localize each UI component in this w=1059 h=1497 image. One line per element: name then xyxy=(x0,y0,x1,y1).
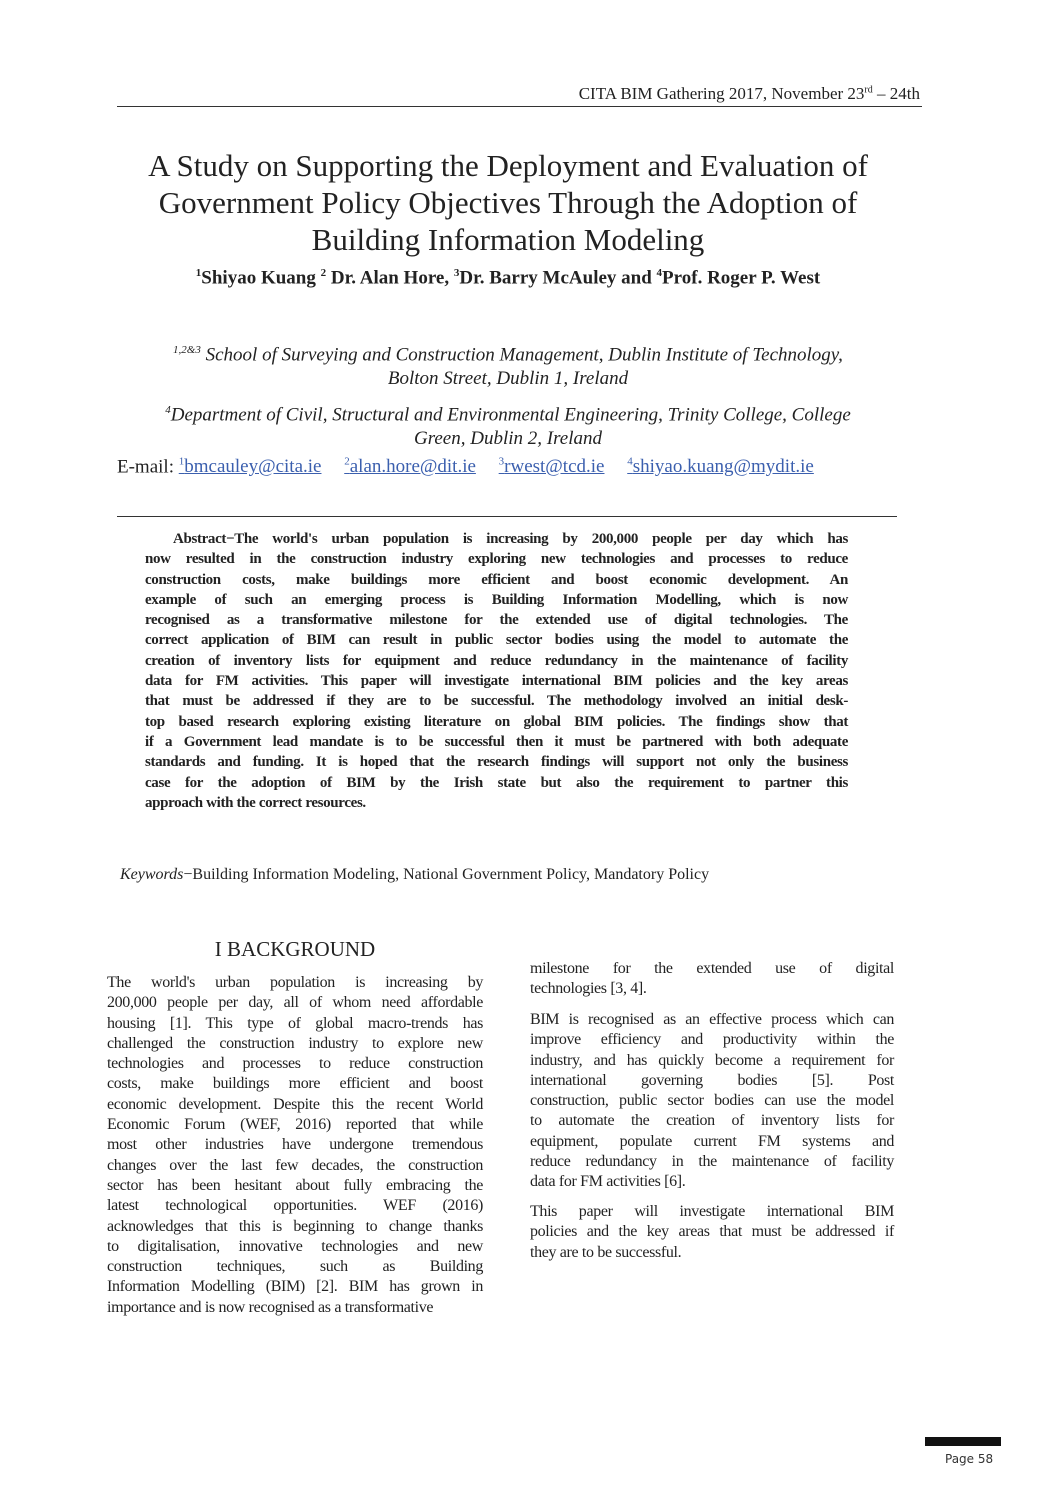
email-link[interactable] xyxy=(499,456,605,477)
affiliation-sup: 1,2&3 xyxy=(173,344,201,356)
text-line: correct application of BIM can result in public sector bodies using the model to automate the xyxy=(145,632,848,649)
text-line: reduce redundancy in the maintenance of facility xyxy=(530,1153,894,1171)
footer-bar xyxy=(925,1437,1001,1446)
author-sup: 1 xyxy=(195,267,202,279)
text-line: This paper will investigate international BIM xyxy=(530,1203,894,1220)
right-column-paragraph xyxy=(530,959,894,1000)
text-line: to automate the creation of inventory lists for xyxy=(530,1112,894,1130)
text-line: importance and is now recognised as a transformative xyxy=(107,1298,434,1316)
abstract-rule xyxy=(117,516,897,517)
text-line: recognised as a transformative milestone for the extended use of digital technologies. The xyxy=(145,612,848,629)
author-sup: 2 xyxy=(320,267,327,279)
author-list xyxy=(60,267,956,289)
affiliation-sup: 4 xyxy=(165,404,171,416)
email-line xyxy=(117,456,832,478)
text-line: economic development. Despite this the recent World xyxy=(107,1095,483,1113)
keywords-text: −Building Information Modeling, National Government Policy, Mandatory Policy xyxy=(183,866,710,883)
affiliation-2 xyxy=(60,398,956,451)
email-link[interactable] xyxy=(179,456,322,477)
affiliation-line: Green, Dublin 2, Ireland xyxy=(413,428,603,450)
title-line: A Study on Supporting the Deployment and Evaluation of xyxy=(148,148,868,183)
text-line: now resulted in the construction industry exploring new technologies and processes to reduce xyxy=(145,551,848,568)
header-sup: rd xyxy=(864,84,873,96)
running-header xyxy=(579,84,920,104)
email-link[interactable] xyxy=(344,456,476,477)
right-column-paragraph xyxy=(530,1010,894,1193)
left-column xyxy=(107,973,483,1318)
affiliation-1 xyxy=(60,338,956,391)
text-line: if a Government lead mandate is to be successful then it must be partnered with both adequate xyxy=(145,733,848,750)
text-line: challenged the construction industry to explore new xyxy=(107,1034,483,1052)
author-name: Dr. Alan Hore, xyxy=(326,267,454,289)
email-sup: 2 xyxy=(344,456,350,468)
email-label: E-mail: xyxy=(117,456,179,478)
text-line: equipment, populate current FM systems and xyxy=(530,1132,894,1150)
text-line: most other industries have undergone tremendous xyxy=(107,1136,483,1154)
text-line: to digitalisation, innovative technologies and new xyxy=(107,1237,483,1255)
email-text: shiyao.kuang@mydit.ie xyxy=(632,456,814,478)
text-line: data for FM activities [6]. xyxy=(530,1173,686,1191)
text-line: sector has been hesitant about fully embracing the xyxy=(107,1176,483,1194)
author-sup: 4 xyxy=(656,267,663,279)
text-line: technologies and processes to reduce construction xyxy=(107,1055,483,1073)
text-line: industry, and has quickly become a requirement for xyxy=(530,1051,894,1069)
text-line: BIM is recognised as an effective process which can xyxy=(530,1011,894,1028)
text-line: 200,000 people per day, all of whom need affordable xyxy=(107,994,483,1012)
text-line: policies and the key areas that must be addressed if xyxy=(530,1223,894,1241)
text-line: example of such an emerging process is Building Information Modelling, which is now xyxy=(145,591,848,608)
affiliation-line: Department of Civil, Structural and Environmental Engineering, Trinity College, College xyxy=(170,404,851,426)
affiliation-line: School of Surveying and Construction Management, Dublin Institute of Technology, xyxy=(200,344,843,366)
text-line: international governing bodies [5]. Post xyxy=(530,1071,894,1089)
author-name: Dr. Barry McAuley and xyxy=(459,267,657,289)
text-line: that must be addressed if they are to be successful. The methodology involved an initial desk- xyxy=(145,693,848,710)
page-number: Page 58 xyxy=(945,1452,994,1466)
section-heading: I BACKGROUND xyxy=(214,937,376,961)
text-line: case for the adoption of BIM by the Irish state but also the requirement to partner this xyxy=(145,774,848,791)
author-name: Prof. Roger P. West xyxy=(662,267,821,289)
text-line: data for FM activities. This paper will investigate international BIM policies and the key areas xyxy=(145,673,848,690)
text-line: standards and funding. It is hoped that the research findings will support not only the business xyxy=(145,754,848,771)
text-line: Abstract−The world's urban population is increasing by 200,000 people per day which has xyxy=(173,531,848,547)
email-text: bmcauley@cita.ie xyxy=(184,456,322,478)
text-line: housing [1]. This type of global macro-trends has xyxy=(107,1014,483,1032)
text-line: The world's urban population is increasing by xyxy=(107,974,483,991)
title-line: Government Policy Objectives Through the Adoption of xyxy=(158,185,858,220)
text-line: construction, public sector bodies can use the model xyxy=(530,1092,894,1110)
text-line: construction costs, make buildings more efficient and boost economic development. An xyxy=(145,571,848,588)
text-line: technologies [3, 4]. xyxy=(530,980,647,998)
title-line: Building Information Modeling xyxy=(311,222,705,257)
text-line: milestone for the extended use of digital xyxy=(530,960,894,977)
paper-title xyxy=(60,147,956,258)
affiliation-line: Bolton Street, Dublin 1, Ireland xyxy=(387,368,629,390)
text-line: latest technological opportunities. WEF (2016) xyxy=(107,1197,483,1215)
abstract xyxy=(145,529,848,813)
email-link[interactable] xyxy=(627,456,814,477)
email-sup: 4 xyxy=(627,456,633,468)
header-rule xyxy=(117,106,922,107)
text-line: Information Modelling (BIM) [2]. BIM has grown in xyxy=(107,1278,483,1296)
header-text: CITA BIM Gathering 2017, November 23 xyxy=(578,84,865,103)
text-line: Economic Forum (WEF, 2016) reported that while xyxy=(107,1116,483,1134)
header-tail: – 24th xyxy=(872,84,920,103)
text-line: creation of inventory lists for equipment and reduce redundancy in the maintenance of facility xyxy=(145,652,848,669)
right-column-paragraph xyxy=(530,1202,894,1263)
text-line: changes over the last few decades, the construction xyxy=(107,1156,483,1174)
keywords xyxy=(120,866,709,884)
email-sup: 1 xyxy=(178,456,185,468)
email-sup: 3 xyxy=(498,456,505,468)
email-text: alan.hore@dit.ie xyxy=(349,456,476,478)
text-line: construction techniques, such as Building xyxy=(107,1258,483,1276)
text-line: they are to be successful. xyxy=(530,1243,682,1261)
text-line: acknowledges that this is beginning to change thanks xyxy=(107,1217,483,1235)
text-line: approach with the correct resources. xyxy=(145,794,366,811)
author-sup: 3 xyxy=(453,267,460,279)
keywords-label: Keywords xyxy=(120,866,184,883)
text-line: costs, make buildings more efficient and boost xyxy=(107,1075,483,1093)
author-name: Shiyao Kuang xyxy=(201,267,321,289)
email-text: rwest@tcd.ie xyxy=(504,456,605,478)
text-line: top based research exploring existing literature on global BIM policies. The findings show that xyxy=(145,713,848,730)
text-line: improve efficiency and productivity within the xyxy=(530,1031,894,1049)
